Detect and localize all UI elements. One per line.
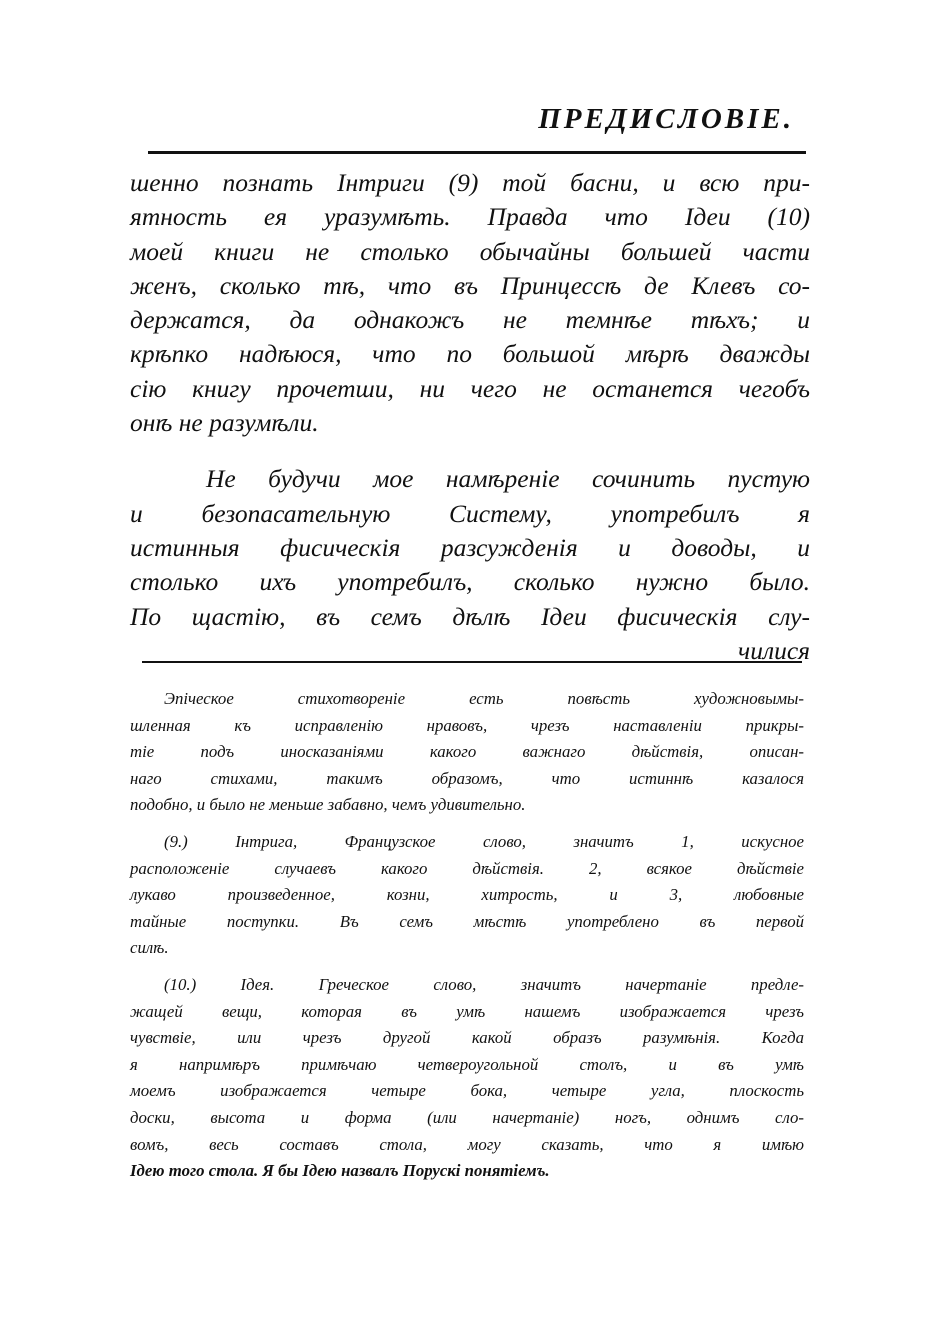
text-line: женъ, сколько тѣ, что въ Принцессѣ де Клевъ со- xyxy=(130,270,810,300)
text-line: держатся, да однакожъ не темнѣе тѣхъ; и xyxy=(130,305,810,335)
text-line: сію книгу прочетши, ни чего не останется чегобъ xyxy=(130,373,810,403)
footnote-10 xyxy=(130,972,804,1185)
footnotes xyxy=(130,686,804,1195)
header-rule xyxy=(148,151,806,154)
text-line: столько ихъ употребилъ, сколько нужно было. xyxy=(130,567,810,597)
footnote-line: вомъ, весь составъ стола, могу сказать, что я имѣю xyxy=(130,1134,804,1154)
text-line: и безопасательную Систему, употребилъ я xyxy=(130,498,810,528)
footnote-line: наго стихами, такимъ образомъ, что истиннѣ казалося xyxy=(130,768,804,788)
footnote-rule xyxy=(142,661,802,663)
text-line: чилися xyxy=(738,635,810,665)
footnote-epic xyxy=(130,686,804,819)
footnote-line: подобно, и было не меньше забавно, чемъ удивительно. xyxy=(130,795,526,815)
text-line: онѣ не разумѣли. xyxy=(130,408,319,438)
footnote-line: (9.) Інтрига, Французское слово, значитъ 1, искусное xyxy=(164,831,804,851)
paragraph-1 xyxy=(130,166,810,440)
text-line: По щастію, въ семъ дѣлѣ Ідеи фисическія слу- xyxy=(130,601,810,631)
text-line: моей книги не столько обычайны большей части xyxy=(130,236,810,266)
running-header xyxy=(148,103,806,136)
main-text xyxy=(130,166,810,668)
text-line: шенно познать Інтриги (9) той басни, и всю при- xyxy=(130,168,810,197)
footnote-line: я напримѣръ примѣчаю четвероугольной столъ, и въ умѣ xyxy=(130,1054,804,1074)
text-line: ятность ея уразумѣть. Правда что Ідеи (10) xyxy=(130,202,810,232)
footnote-line: тіе подъ иносказаніями какого важнаго дѣйствія, описан- xyxy=(130,742,804,762)
footnote-line: доски, высота и форма (или начертаніе) ногъ, однимъ сло- xyxy=(130,1107,804,1127)
footnote-line: лукаво произведенное, козни, хитрость, и 3, любовные xyxy=(130,885,804,905)
footnote-line: моемъ изображается четыре бока, четыре угла, плоскость xyxy=(130,1081,804,1101)
text-line: крѣпко надѣюся, что по большой мѣрѣ дважды xyxy=(130,339,810,369)
paragraph-gap xyxy=(130,440,810,462)
paragraph-2 xyxy=(130,462,810,668)
footnote-line: Ідею того стола. Я бы Ідею назвалъ Порускі понятіемъ. xyxy=(130,1161,550,1181)
page-title: ПРЕДИСЛОВІЕ. xyxy=(538,103,794,135)
footnote-line: чувствіе, или чрезъ другой какой образъ разумѣнія. Когда xyxy=(130,1028,804,1048)
footnote-line: тайные поступки. Въ семъ мѣстѣ употреблено въ первой xyxy=(130,911,804,931)
text-line: Не будучи мое намѣреніе сочинить пустую xyxy=(206,464,810,494)
footnote-line: Эпіческое стихотвореніе есть повѣсть художновымы- xyxy=(164,689,804,708)
text-line: истинныя фисическія разсужденія и доводы, и xyxy=(130,532,810,562)
footnote-line: (10.) Ідея. Греческое слово, значитъ начертаніе предле- xyxy=(164,974,804,994)
footnote-9 xyxy=(130,829,804,962)
footnote-line: жащей вещи, которая въ умѣ нашемъ изображается чрезъ xyxy=(130,1001,804,1021)
footnote-line: силѣ. xyxy=(130,938,169,958)
footnote-line: расположеніе случаевъ какого дѣйствія. 2, всякое дѣйствіе xyxy=(130,858,804,878)
footnote-line: шленная къ исправленію нравовъ, чрезъ наставленіи прикры- xyxy=(130,715,804,735)
